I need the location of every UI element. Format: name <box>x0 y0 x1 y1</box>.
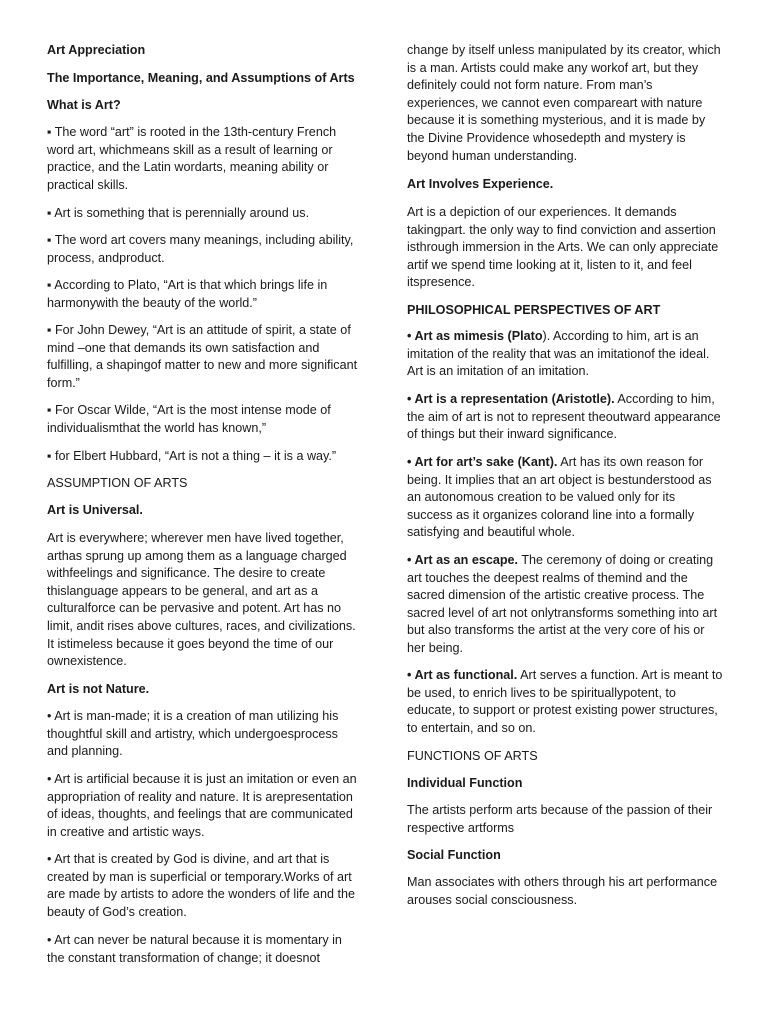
perspective-text: According to him, the aim of art is not to represent theoutward appearance of things but their inward significance. <box>407 392 721 442</box>
list-item: ▪ for Elbert Hubbard, “Art is not a thing – it is a way.” <box>47 449 337 463</box>
perspective-item <box>407 454 723 542</box>
perspective-text: Art serves a function. Art is meant to be used, to enrich lives to be spirituallypotent, to educate, to support or protest existing power structures, to entertain, and so on. <box>407 668 723 735</box>
perspective-text: The ceremony of doing or creating art touches the deepest realms of themind and the sacred dimension of the artistic creative process. The sacred level of art not onlytransforms something into art but also transforms the artist at the very core of his or her being. <box>407 553 718 655</box>
list-item: • Art is artificial because it is just an imitation or even an appropriation of reality and nature. It is arepresentation of ideas, thoughts, and feelings that are communicated in creative and artistic ways. <box>47 772 357 839</box>
heading-art-involves-experience: Art Involves Experience. <box>407 177 554 191</box>
list-item: ▪ The word “art” is rooted in the 13th-century French word art, whichmeans skill as a result of learning or practice, and the Latin wordarts, meaning ability or practical skills. <box>47 125 337 192</box>
perspective-item <box>407 667 723 737</box>
perspective-lead: • Art as mimesis (Plato <box>407 329 543 343</box>
list-item: ▪ For Oscar Wilde, “Art is the most intense mode of individualismthat the world has known,” <box>47 403 331 435</box>
paragraph-continued: change by itself unless manipulated by its creator, which is a man. Artists could make any workof art, but they definitely could not form nature. From man’s experiences, we cannot even compareart with nature because it is something mysterious, and it is made by the Divine Providence whosedepth and mystery is beyond human understanding. <box>407 43 721 163</box>
section-heading-what-is-art: What is Art? <box>47 98 121 112</box>
paragraph-social-function: Man associates with others through his art performance arouses social consciousness. <box>407 875 718 907</box>
perspective-text: ). According to him, art is an imitation of the reality that was an imitationof the ideal. Art is an imitation of an imitation. <box>407 329 710 379</box>
heading-art-is-universal: Art is Universal. <box>47 503 143 517</box>
list-item: • Art that is created by God is divine, and art that is created by man is superficial or temporary.Works of art are made by artists to adore the wonders of life and the beauty of God’s creation. <box>47 852 356 919</box>
list-item: • Art is man-made; it is a creation of man utilizing his thoughtful skill and artistry, which undergoesprocess and planning. <box>47 709 339 759</box>
paragraph-universal: Art is everywhere; wherever men have lived together, arthas sprung up among them as a language charged withfeelings and significance. The desire to create thislanguage appears to be general, and art as a culturalforce can be pervasive and potent. Art has no limit, andit rises above cultures, races, and civilizations. It istimeless because it goes beyond the time of our ownexistence. <box>47 531 356 669</box>
perspective-item <box>407 552 723 658</box>
perspective-lead: • Art is a representation (Aristotle). <box>407 392 615 406</box>
heading-art-is-not-nature: Art is not Nature. <box>47 682 150 696</box>
section-heading-functions: FUNCTIONS OF ARTS <box>407 749 538 763</box>
section-heading-assumption: ASSUMPTION OF ARTS <box>47 476 188 490</box>
perspective-text: Art has its own reason for being. It implies that an art object is bestunderstood as an autonomous creation to be valued only for its success as it organizes colorand line into a formally satisfying and beautiful whole. <box>407 455 712 540</box>
perspective-lead: • Art for art’s sake (Kant). <box>407 455 558 469</box>
list-item: ▪ According to Plato, “Art is that which brings life in harmonywith the beauty of the world.” <box>47 278 328 310</box>
perspective-lead: • Art as functional. <box>407 668 518 682</box>
heading-individual-function: Individual Function <box>407 776 523 790</box>
perspective-item <box>407 391 723 444</box>
list-item: ▪ The word art covers many meanings, including ability, process, andproduct. <box>47 233 354 265</box>
heading-philosophical-perspectives: PHILOSOPHICAL PERSPECTIVES OF ART <box>407 303 661 317</box>
paragraph-individual-function: The artists perform arts because of the passion of their respective artforms <box>407 803 713 835</box>
list-item: ▪ Art is something that is perennially around us. <box>47 206 310 220</box>
document-title: Art Appreciation <box>47 43 146 57</box>
paragraph-experience: Art is a depiction of our experiences. It demands takingpart. the only way to find conviction and assertion isthrough immersion in the Arts. We can only appreciate artif we spend time looking at it, listen to it, and feel itspresence. <box>407 205 719 290</box>
document-subtitle: The Importance, Meaning, and Assumptions of Arts <box>47 71 355 85</box>
list-item: • Art can never be natural because it is momentary in the constant transformation of change; it doesnot <box>47 933 342 965</box>
list-item: ▪ For John Dewey, “Art is an attitude of spirit, a state of mind –one that demands its own satisfaction and fulfilling, a shapingof matter to new and more significant form.” <box>47 323 358 390</box>
heading-social-function: Social Function <box>407 848 501 862</box>
perspective-lead: • Art as an escape. <box>407 553 519 567</box>
perspective-item <box>407 328 723 381</box>
